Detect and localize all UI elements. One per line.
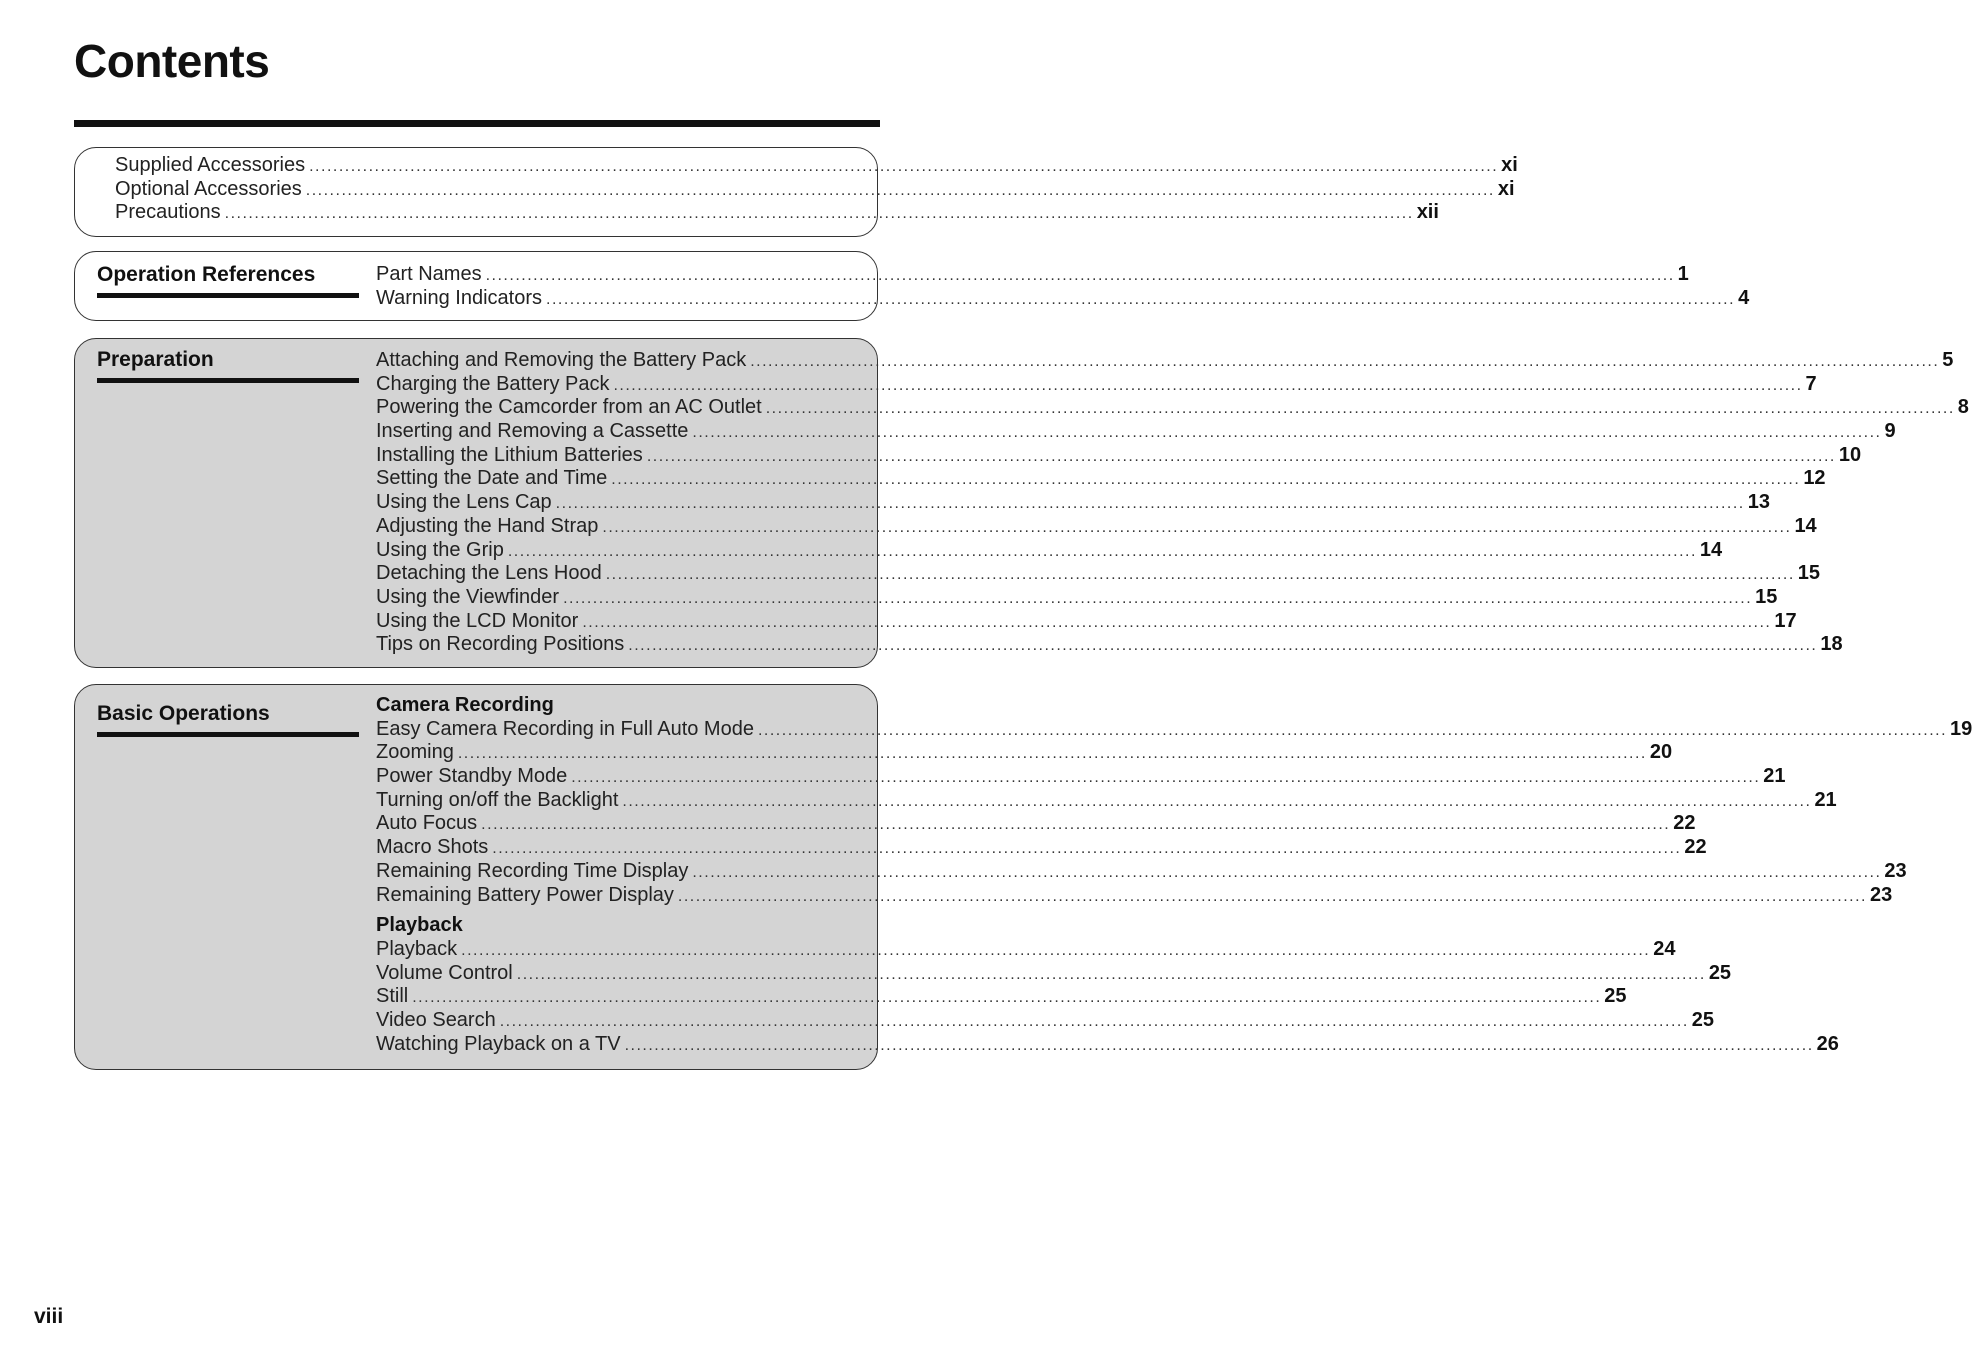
toc-entry-page-number: 13 bbox=[1747, 491, 1770, 514]
dot-leader: ........................................................................................................................................................................................................ bbox=[628, 637, 1818, 655]
toc-entry[interactable] bbox=[376, 859, 1907, 884]
toc-entry-label: Warning Indicators bbox=[376, 286, 542, 309]
page-title: Contents bbox=[74, 35, 270, 87]
toc-entry[interactable] bbox=[376, 836, 1707, 860]
dot-leader: ........................................................................................................................................................................................................ bbox=[492, 840, 1682, 858]
toc-entry[interactable] bbox=[115, 154, 1518, 178]
dot-leader: ........................................................................................................................................................................................................ bbox=[305, 181, 1495, 199]
basic-operations-section bbox=[74, 684, 1972, 1070]
toc-entry[interactable] bbox=[376, 985, 1627, 1009]
dot-leader: ........................................................................................................................................................................................................ bbox=[224, 205, 1414, 223]
toc-entry[interactable] bbox=[376, 812, 1696, 836]
toc-entry-page-number: 1 bbox=[1677, 263, 1689, 285]
toc-entry[interactable] bbox=[376, 717, 1972, 742]
dot-leader: ........................................................................................................................................................................................................ bbox=[555, 495, 1745, 513]
toc-entry-page-number: 5 bbox=[1942, 349, 1954, 371]
dot-leader: ........................................................................................................................................................................................................ bbox=[622, 792, 1812, 810]
intro-entries bbox=[115, 154, 1518, 225]
section-heading-basic-operations: Basic Operations bbox=[97, 701, 359, 737]
operation-references-entries bbox=[376, 263, 1750, 310]
dot-leader: ........................................................................................................................................................................................................ bbox=[571, 769, 1761, 787]
toc-entry-page-number: 4 bbox=[1738, 286, 1750, 309]
toc-entry-page-number: 19 bbox=[1950, 717, 1972, 740]
toc-entry-page-number: 25 bbox=[1708, 961, 1732, 984]
toc-entry-label: Remaining Battery Power Display bbox=[376, 883, 674, 906]
toc-entry-label: Volume Control bbox=[376, 961, 513, 984]
dot-leader: ........................................................................................................................................................................................................ bbox=[481, 816, 1671, 834]
section-heading-operation-references: Operation References bbox=[97, 262, 359, 298]
toc-entry-page-number: 9 bbox=[1884, 420, 1896, 443]
toc-entry-page-number: 25 bbox=[1604, 985, 1627, 1008]
dot-leader: ........................................................................................................................................................................................................ bbox=[457, 745, 1647, 763]
dot-leader: ........................................................................................................................................................................................................ bbox=[485, 267, 1675, 284]
section-heading-preparation: Preparation bbox=[97, 347, 359, 383]
subheading-playback: Playback bbox=[376, 914, 463, 937]
toc-entry-label: Video Search bbox=[376, 1008, 496, 1031]
toc-entry-page-number: 21 bbox=[1763, 765, 1786, 788]
toc-entry[interactable] bbox=[376, 372, 1817, 397]
toc-entry-page-number: 23 bbox=[1869, 883, 1893, 906]
toc-entry-page-number: 15 bbox=[1755, 585, 1778, 608]
title-rule bbox=[74, 120, 880, 127]
dot-leader: ........................................................................................................................................................................................................ bbox=[692, 863, 1882, 881]
toc-entry-page-number: 21 bbox=[1814, 788, 1837, 811]
toc-entry-label: Macro Shots bbox=[376, 836, 489, 859]
toc-entry[interactable] bbox=[376, 765, 1786, 789]
toc-entry[interactable] bbox=[376, 585, 1778, 610]
toc-entry-page-number: 22 bbox=[1684, 836, 1707, 859]
toc-entry-page-number: 22 bbox=[1673, 812, 1696, 835]
basic-operations-entries bbox=[376, 694, 1972, 1056]
toc-entry[interactable] bbox=[376, 741, 1673, 765]
toc-entry-page-number: 8 bbox=[1957, 396, 1969, 419]
toc-entry[interactable] bbox=[376, 514, 1817, 539]
toc-entry-label: Power Standby Mode bbox=[376, 765, 568, 788]
toc-entry[interactable] bbox=[376, 443, 1862, 468]
dot-leader: ........................................................................................................................................................................................................ bbox=[750, 353, 1940, 370]
toc-entry-page-number: 15 bbox=[1797, 562, 1821, 585]
toc-entry-label: Watching Playback on a TV bbox=[376, 1032, 621, 1055]
toc-entry-label: Supplied Accessories bbox=[115, 154, 306, 176]
toc-entry-label: Turning on/off the Backlight bbox=[376, 788, 619, 811]
toc-entry[interactable] bbox=[376, 562, 1821, 586]
toc-entry-label: Playback bbox=[376, 937, 458, 960]
dot-leader: ........................................................................................................................................................................................................ bbox=[624, 1036, 1814, 1054]
toc-entry[interactable] bbox=[376, 396, 1969, 420]
toc-entry-label: Part Names bbox=[376, 263, 482, 285]
toc-entry[interactable] bbox=[376, 633, 1843, 657]
dot-leader: ........................................................................................................................................................................................................ bbox=[646, 447, 1836, 465]
toc-entry[interactable] bbox=[376, 609, 1797, 634]
toc-entry-page-number: xii bbox=[1416, 201, 1439, 224]
toc-entry-label: Attaching and Removing the Battery Pack bbox=[376, 349, 747, 371]
toc-entry-label: Powering the Camcorder from an AC Outlet bbox=[376, 396, 762, 419]
dot-leader: ........................................................................................................................................................................................................ bbox=[461, 941, 1651, 959]
dot-leader: ........................................................................................................................................................................................................ bbox=[692, 424, 1882, 442]
preparation-entries bbox=[376, 349, 1969, 657]
page-number: viii bbox=[34, 1305, 64, 1328]
toc-entry-page-number: xi bbox=[1497, 177, 1515, 200]
toc-entry[interactable] bbox=[376, 961, 1732, 986]
toc-entry-label: Precautions bbox=[115, 201, 221, 224]
toc-entry[interactable] bbox=[376, 788, 1837, 813]
camera-recording-entries bbox=[376, 717, 1972, 908]
toc-entry-page-number: 14 bbox=[1699, 538, 1723, 561]
toc-entry-label: Using the LCD Monitor bbox=[376, 609, 579, 632]
dot-leader: ........................................................................................................................................................................................................ bbox=[677, 887, 1867, 905]
toc-entry-page-number: 17 bbox=[1774, 609, 1797, 632]
toc-entry-label: Detaching the Lens Hood bbox=[376, 562, 602, 585]
toc-entry-label: Using the Viewfinder bbox=[376, 585, 560, 608]
toc-entry-label: Charging the Battery Pack bbox=[376, 372, 610, 395]
toc-entry[interactable] bbox=[115, 201, 1439, 225]
toc-entry-page-number: 24 bbox=[1653, 937, 1676, 960]
toc-entry[interactable] bbox=[376, 286, 1750, 311]
dot-leader: ........................................................................................................................................................................................................ bbox=[613, 376, 1803, 394]
toc-entry[interactable] bbox=[376, 420, 1896, 444]
dot-leader: ........................................................................................................................................................................................................ bbox=[765, 400, 1955, 418]
subheading-camera-recording: Camera Recording bbox=[376, 694, 554, 716]
toc-entry-label: Auto Focus bbox=[376, 812, 478, 835]
preparation-section bbox=[74, 338, 1969, 668]
toc-entry-label: Easy Camera Recording in Full Auto Mode bbox=[376, 717, 754, 740]
dot-leader: ........................................................................................................................................................................................................ bbox=[602, 518, 1792, 536]
toc-entry-page-number: 12 bbox=[1803, 467, 1826, 490]
subgroup-gap bbox=[376, 907, 864, 914]
toc-entry-label: Optional Accessories bbox=[115, 177, 302, 200]
dot-leader: ........................................................................................................................................................................................................ bbox=[563, 589, 1753, 607]
toc-entry-page-number: 23 bbox=[1884, 859, 1907, 882]
toc-entry[interactable] bbox=[376, 538, 1723, 563]
dot-leader: ........................................................................................................................................................................................................ bbox=[605, 566, 1795, 584]
toc-entry-page-number: 20 bbox=[1649, 741, 1673, 764]
dot-leader: ........................................................................................................................................................................................................ bbox=[412, 989, 1602, 1007]
operation-references-section bbox=[74, 251, 1750, 321]
toc-entry-label: Inserting and Removing a Cassette bbox=[376, 420, 689, 443]
toc-entry-page-number: 18 bbox=[1820, 633, 1843, 656]
dot-leader: ........................................................................................................................................................................................................ bbox=[582, 613, 1772, 631]
intro-section bbox=[74, 147, 1518, 237]
toc-entry-page-number: 10 bbox=[1838, 443, 1862, 466]
toc-entry-label: Installing the Lithium Batteries bbox=[376, 443, 643, 466]
toc-entry-label: Using the Grip bbox=[376, 538, 504, 561]
toc-entry-label: Using the Lens Cap bbox=[376, 491, 552, 514]
toc-entry[interactable] bbox=[376, 349, 1954, 373]
toc-entry[interactable] bbox=[376, 937, 1676, 962]
dot-leader: ........................................................................................................................................................................................................ bbox=[611, 471, 1801, 489]
dot-leader: ........................................................................................................................................................................................................ bbox=[507, 542, 1697, 560]
toc-entry[interactable] bbox=[115, 177, 1515, 202]
toc-entry-page-number: 7 bbox=[1805, 372, 1817, 395]
toc-entry[interactable] bbox=[376, 263, 1689, 287]
toc-entry-page-number: 26 bbox=[1816, 1032, 1839, 1055]
toc-entry-page-number: xi bbox=[1501, 154, 1518, 176]
dot-leader: ........................................................................................................................................................................................................ bbox=[309, 158, 1499, 175]
toc-entry[interactable] bbox=[376, 467, 1826, 491]
toc-entry-label: Tips on Recording Positions bbox=[376, 633, 625, 656]
toc-entry-label: Still bbox=[376, 985, 409, 1008]
toc-entry-page-number: 14 bbox=[1794, 514, 1817, 537]
toc-entry-label: Zooming bbox=[376, 741, 454, 764]
toc-entry-label: Remaining Recording Time Display bbox=[376, 859, 689, 882]
toc-entry[interactable] bbox=[376, 883, 1893, 908]
dot-leader: ........................................................................................................................................................................................................ bbox=[516, 965, 1706, 983]
playback-entries bbox=[376, 937, 1839, 1056]
toc-entry-page-number: 25 bbox=[1691, 1008, 1715, 1031]
dot-leader: ........................................................................................................................................................................................................ bbox=[499, 1012, 1689, 1030]
dot-leader: ........................................................................................................................................................................................................ bbox=[546, 290, 1736, 308]
dot-leader: ........................................................................................................................................................................................................ bbox=[757, 721, 1948, 739]
toc-entry-label: Adjusting the Hand Strap bbox=[376, 514, 599, 537]
toc-entry-label: Setting the Date and Time bbox=[376, 467, 608, 490]
toc-entry[interactable] bbox=[376, 1008, 1715, 1033]
toc-entry[interactable] bbox=[376, 1032, 1839, 1057]
toc-entry[interactable] bbox=[376, 491, 1770, 515]
